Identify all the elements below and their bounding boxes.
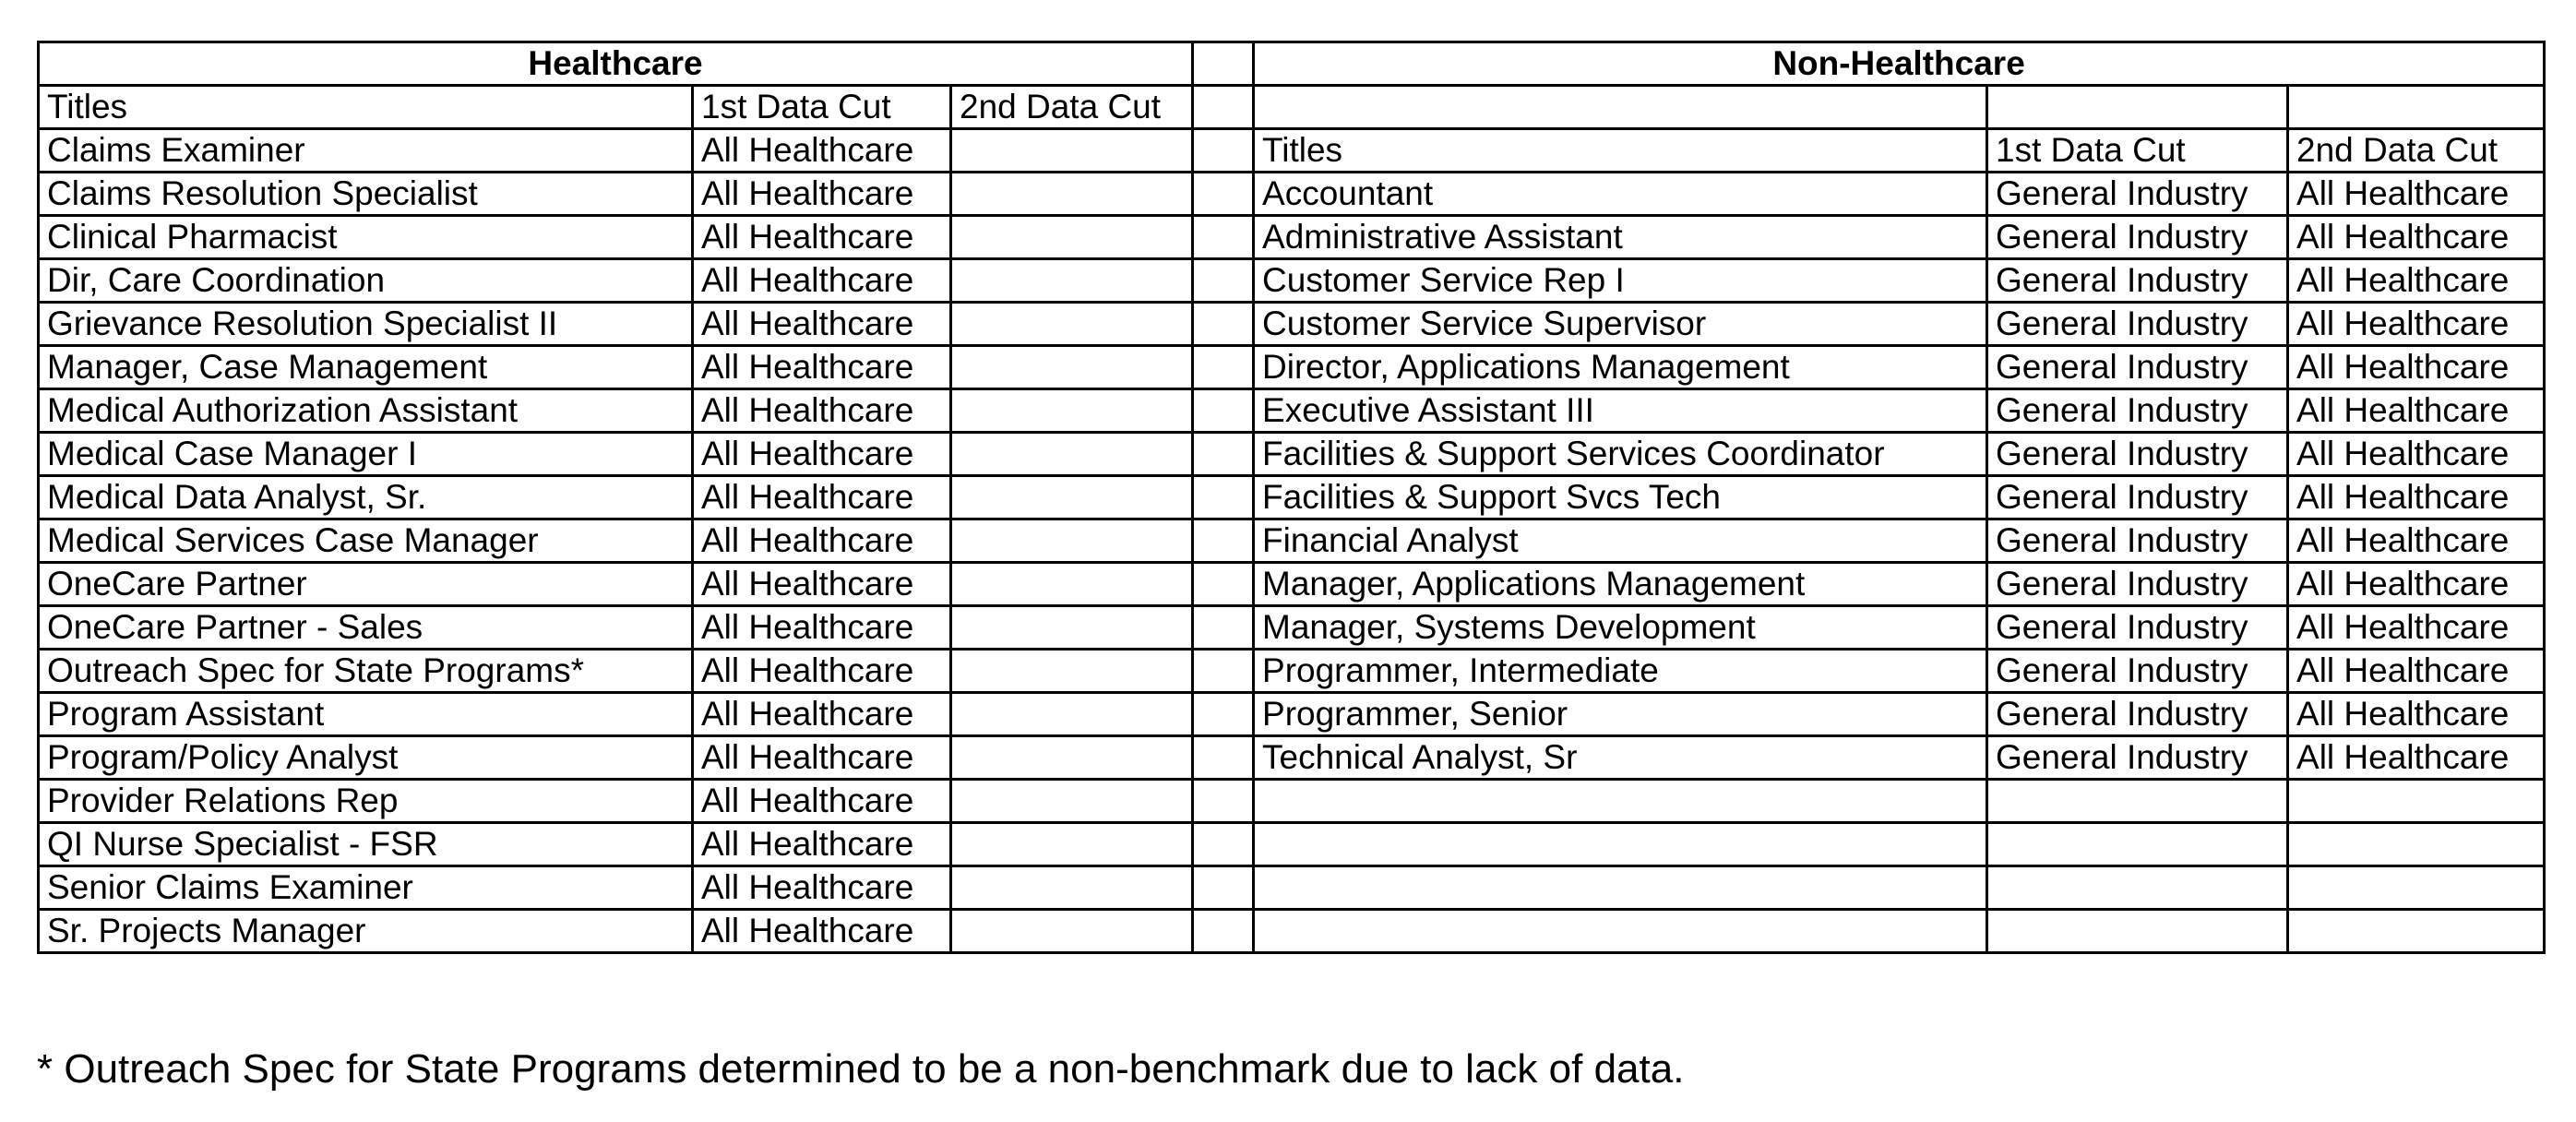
table-row	[39, 346, 2545, 389]
healthcare-cut1-cell: All Healthcare	[693, 216, 951, 259]
non-healthcare-title-cell: Manager, Systems Development	[1254, 606, 1987, 650]
healthcare-cut1-cell: All Healthcare	[693, 303, 951, 346]
empty-cell	[1987, 910, 2288, 953]
non-healthcare-title-cell: Programmer, Senior	[1254, 693, 1987, 736]
non-healthcare-cut2-cell: All Healthcare	[2288, 563, 2545, 606]
healthcare-title-cell: Grievance Resolution Specialist II	[39, 303, 693, 346]
non-healthcare-cut1-cell: General Industry	[1987, 346, 2288, 389]
non-healthcare-cut1-cell: General Industry	[1987, 606, 2288, 650]
healthcare-title-cell: Senior Claims Examiner	[39, 866, 693, 910]
spacer-cell	[1193, 216, 1254, 259]
healthcare-cut2-cell	[951, 650, 1193, 693]
healthcare-cut2-cell	[951, 303, 1193, 346]
empty-cell	[1254, 86, 1987, 129]
empty-cell	[1987, 823, 2288, 866]
healthcare-cut1-cell: All Healthcare	[693, 650, 951, 693]
healthcare-cut2-cell	[951, 216, 1193, 259]
empty-cell	[2288, 910, 2545, 953]
spacer-cell	[1193, 563, 1254, 606]
healthcare-cut2-cell	[951, 389, 1193, 433]
healthcare-cut1-cell: All Healthcare	[693, 476, 951, 519]
non-healthcare-title-cell: Financial Analyst	[1254, 519, 1987, 563]
healthcare-title-cell: Medical Case Manager I	[39, 433, 693, 476]
healthcare-title-cell: Outreach Spec for State Programs*	[39, 650, 693, 693]
healthcare-cut1-cell: All Healthcare	[693, 736, 951, 780]
non-healthcare-cut2-cell: All Healthcare	[2288, 303, 2545, 346]
non-healthcare-title-cell: Facilities & Support Svcs Tech	[1254, 476, 1987, 519]
healthcare-cut1-cell: All Healthcare	[693, 780, 951, 823]
table-row	[39, 389, 2545, 433]
non-healthcare-cut2-cell: All Healthcare	[2288, 216, 2545, 259]
non-healthcare-cut2-cell: All Healthcare	[2288, 519, 2545, 563]
healthcare-cut1-cell: All Healthcare	[693, 563, 951, 606]
healthcare-title-cell: OneCare Partner	[39, 563, 693, 606]
non-healthcare-cut1-cell: General Industry	[1987, 736, 2288, 780]
non-healthcare-title-cell: Programmer, Intermediate	[1254, 650, 1987, 693]
table-row	[39, 910, 2545, 953]
healthcare-cut2-cell	[951, 173, 1193, 216]
spacer-cell	[1193, 823, 1254, 866]
empty-cell	[2288, 823, 2545, 866]
spacer-cell	[1193, 433, 1254, 476]
healthcare-title-cell: Program Assistant	[39, 693, 693, 736]
spacer-cell	[1193, 173, 1254, 216]
healthcare-cut1-cell: All Healthcare	[693, 259, 951, 303]
table-row	[39, 259, 2545, 303]
non-healthcare-cut1-cell: General Industry	[1987, 693, 2288, 736]
spacer-cell	[1193, 303, 1254, 346]
table-row	[39, 519, 2545, 563]
non-healthcare-col-titles: Titles	[1254, 129, 1987, 173]
healthcare-title-cell: Provider Relations Rep	[39, 780, 693, 823]
non-healthcare-cut1-cell: General Industry	[1987, 650, 2288, 693]
non-healthcare-cut1-cell: General Industry	[1987, 303, 2288, 346]
non-healthcare-title-cell: Director, Applications Management	[1254, 346, 1987, 389]
healthcare-header: Healthcare	[39, 42, 1193, 86]
non-healthcare-title-cell: Facilities & Support Services Coordinator	[1254, 433, 1987, 476]
empty-cell	[1254, 866, 1987, 910]
non-healthcare-cut1-cell: General Industry	[1987, 216, 2288, 259]
empty-cell	[1987, 866, 2288, 910]
spacer-cell	[1193, 606, 1254, 650]
non-healthcare-cut2-cell: All Healthcare	[2288, 173, 2545, 216]
spacer-cell	[1193, 519, 1254, 563]
healthcare-cut1-cell: All Healthcare	[693, 519, 951, 563]
table-row	[39, 563, 2545, 606]
healthcare-title-cell: Claims Examiner	[39, 129, 693, 173]
non-healthcare-cut1-cell: General Industry	[1987, 476, 2288, 519]
healthcare-title-cell: Medical Data Analyst, Sr.	[39, 476, 693, 519]
healthcare-cut1-cell: All Healthcare	[693, 389, 951, 433]
healthcare-cut2-cell	[951, 476, 1193, 519]
table-row	[39, 650, 2545, 693]
table-row	[39, 693, 2545, 736]
table-row	[39, 216, 2545, 259]
healthcare-cut2-cell	[951, 606, 1193, 650]
non-healthcare-cut2-cell: All Healthcare	[2288, 736, 2545, 780]
spacer-cell	[1193, 476, 1254, 519]
healthcare-title-cell: Program/Policy Analyst	[39, 736, 693, 780]
spacer-cell	[1193, 259, 1254, 303]
spacer-cell	[1193, 129, 1254, 173]
healthcare-cut1-cell: All Healthcare	[693, 433, 951, 476]
healthcare-col-cut1: 1st Data Cut	[693, 86, 951, 129]
spacer-cell	[1193, 910, 1254, 953]
empty-cell	[1987, 780, 2288, 823]
spacer-cell	[1193, 86, 1254, 129]
table-row	[39, 303, 2545, 346]
table-row	[39, 173, 2545, 216]
non-healthcare-cut2-cell: All Healthcare	[2288, 346, 2545, 389]
spacer-cell	[1193, 736, 1254, 780]
non-healthcare-title-cell: Customer Service Supervisor	[1254, 303, 1987, 346]
empty-cell	[2288, 780, 2545, 823]
spacer-cell	[1193, 866, 1254, 910]
table-row	[39, 86, 2545, 129]
healthcare-title-cell: Claims Resolution Specialist	[39, 173, 693, 216]
non-healthcare-title-cell: Technical Analyst, Sr	[1254, 736, 1987, 780]
non-healthcare-cut2-cell: All Healthcare	[2288, 606, 2545, 650]
empty-cell	[2288, 866, 2545, 910]
healthcare-cut2-cell	[951, 866, 1193, 910]
non-healthcare-cut1-cell: General Industry	[1987, 563, 2288, 606]
non-healthcare-cut1-cell: General Industry	[1987, 519, 2288, 563]
spacer-cell	[1193, 780, 1254, 823]
healthcare-cut1-cell: All Healthcare	[693, 823, 951, 866]
healthcare-cut1-cell: All Healthcare	[693, 173, 951, 216]
table-row	[39, 866, 2545, 910]
section-header-row	[39, 42, 2545, 86]
empty-cell	[1254, 910, 1987, 953]
healthcare-col-titles: Titles	[39, 86, 693, 129]
healthcare-title-cell: Medical Authorization Assistant	[39, 389, 693, 433]
healthcare-cut2-cell	[951, 519, 1193, 563]
non-healthcare-cut2-cell: All Healthcare	[2288, 433, 2545, 476]
healthcare-title-cell: OneCare Partner - Sales	[39, 606, 693, 650]
table-row	[39, 736, 2545, 780]
healthcare-cut2-cell	[951, 259, 1193, 303]
non-healthcare-cut1-cell: General Industry	[1987, 433, 2288, 476]
healthcare-cut2-cell	[951, 693, 1193, 736]
healthcare-title-cell: Manager, Case Management	[39, 346, 693, 389]
spacer-cell	[1193, 42, 1254, 86]
non-healthcare-cut1-cell: General Industry	[1987, 389, 2288, 433]
healthcare-cut1-cell: All Healthcare	[693, 866, 951, 910]
healthcare-cut2-cell	[951, 823, 1193, 866]
healthcare-cut2-cell	[951, 433, 1193, 476]
non-healthcare-col-cut1: 1st Data Cut	[1987, 129, 2288, 173]
footnote: * Outreach Spec for State Programs determined to be a non-benchmark due to lack of data.	[37, 1046, 1685, 1092]
empty-cell	[2288, 86, 2545, 129]
healthcare-col-cut2: 2nd Data Cut	[951, 86, 1193, 129]
empty-cell	[1254, 823, 1987, 866]
table-row	[39, 823, 2545, 866]
table-row	[39, 129, 2545, 173]
table-row	[39, 606, 2545, 650]
non-healthcare-cut1-cell: General Industry	[1987, 173, 2288, 216]
non-healthcare-cut1-cell: General Industry	[1987, 259, 2288, 303]
healthcare-cut2-cell	[951, 736, 1193, 780]
non-healthcare-cut2-cell: All Healthcare	[2288, 259, 2545, 303]
non-healthcare-col-cut2: 2nd Data Cut	[2288, 129, 2545, 173]
comparison-table	[37, 41, 2546, 954]
non-healthcare-title-cell: Manager, Applications Management	[1254, 563, 1987, 606]
healthcare-cut2-cell	[951, 129, 1193, 173]
table-row	[39, 433, 2545, 476]
healthcare-cut1-cell: All Healthcare	[693, 910, 951, 953]
healthcare-cut1-cell: All Healthcare	[693, 346, 951, 389]
healthcare-title-cell: Medical Services Case Manager	[39, 519, 693, 563]
healthcare-cut1-cell: All Healthcare	[693, 606, 951, 650]
healthcare-cut2-cell	[951, 563, 1193, 606]
non-healthcare-title-cell: Customer Service Rep I	[1254, 259, 1987, 303]
healthcare-cut2-cell	[951, 346, 1193, 389]
non-healthcare-cut2-cell: All Healthcare	[2288, 389, 2545, 433]
non-healthcare-title-cell: Executive Assistant III	[1254, 389, 1987, 433]
spacer-cell	[1193, 650, 1254, 693]
healthcare-cut2-cell	[951, 910, 1193, 953]
spacer-cell	[1193, 693, 1254, 736]
healthcare-cut2-cell	[951, 780, 1193, 823]
healthcare-cut1-cell: All Healthcare	[693, 693, 951, 736]
spacer-cell	[1193, 389, 1254, 433]
healthcare-title-cell: Sr. Projects Manager	[39, 910, 693, 953]
empty-cell	[1254, 780, 1987, 823]
non-healthcare-cut2-cell: All Healthcare	[2288, 650, 2545, 693]
non-healthcare-title-cell: Administrative Assistant	[1254, 216, 1987, 259]
healthcare-title-cell: Dir, Care Coordination	[39, 259, 693, 303]
table-row	[39, 780, 2545, 823]
empty-cell	[1987, 86, 2288, 129]
spacer-cell	[1193, 346, 1254, 389]
non-healthcare-cut2-cell: All Healthcare	[2288, 476, 2545, 519]
non-healthcare-title-cell: Accountant	[1254, 173, 1987, 216]
healthcare-cut1-cell: All Healthcare	[693, 129, 951, 173]
healthcare-title-cell: Clinical Pharmacist	[39, 216, 693, 259]
non-healthcare-cut2-cell: All Healthcare	[2288, 693, 2545, 736]
table-row	[39, 476, 2545, 519]
healthcare-title-cell: QI Nurse Specialist - FSR	[39, 823, 693, 866]
non-healthcare-header: Non-Healthcare	[1254, 42, 2545, 86]
